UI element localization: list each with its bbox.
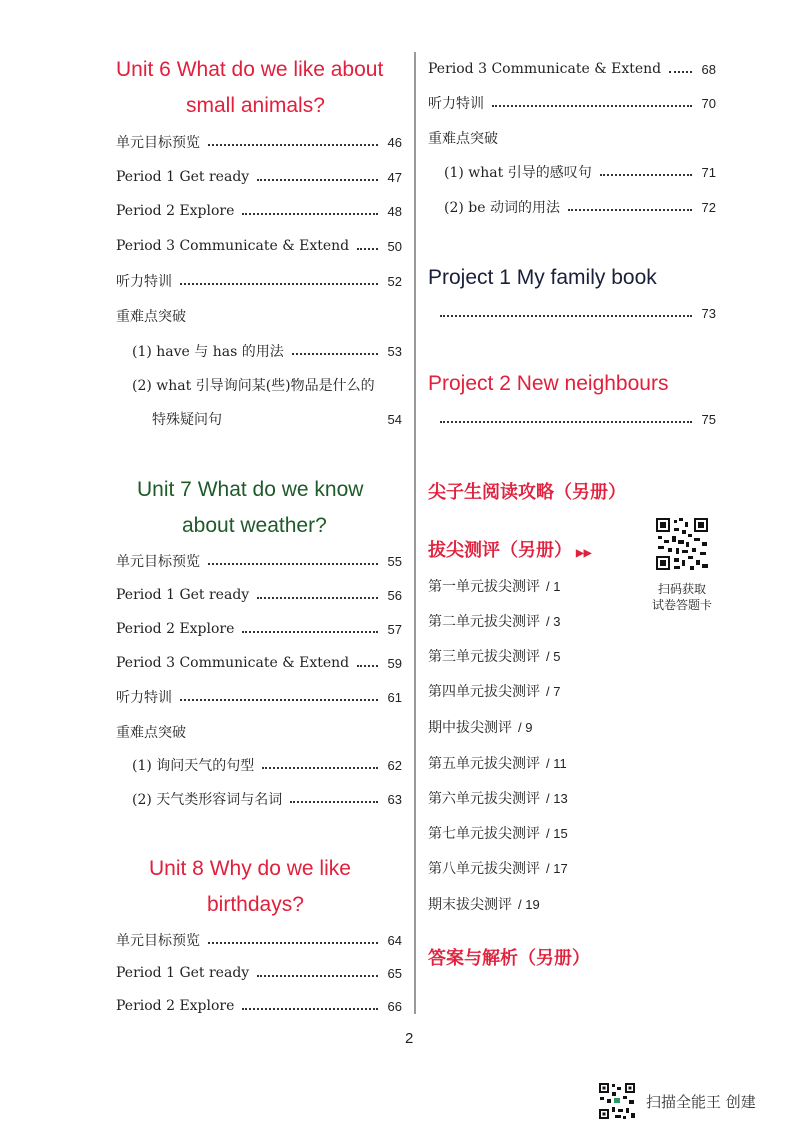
toc-row[interactable] [116, 200, 402, 222]
toc-row-label: Period 2 Explore [116, 998, 235, 1014]
toc-row-page: 50 [387, 238, 402, 254]
qr-code-icon [654, 516, 710, 572]
toc-row[interactable] [116, 550, 402, 572]
toc-row[interactable] [116, 652, 402, 674]
toc-row-label: Period 1 Get ready [116, 587, 250, 603]
toc-row[interactable] [428, 58, 716, 80]
toc-row[interactable] [428, 92, 716, 114]
test-item-label: 第二单元拔尖测评 [428, 614, 540, 630]
toc-row[interactable] [132, 340, 402, 362]
toc-row[interactable] [440, 302, 716, 324]
toc-row[interactable] [116, 235, 402, 257]
toc-row[interactable] [116, 686, 402, 708]
test-item[interactable] [428, 576, 560, 596]
test-item-label: 期末拔尖测评 [428, 897, 512, 913]
toc-row-label: 听力特训 [116, 690, 172, 706]
test-item-label: 第五单元拔尖测评 [428, 756, 540, 772]
test-item[interactable] [428, 611, 560, 631]
toc-row-label: (1) have 与 has 的用法 [132, 344, 284, 360]
toc-row-label[interactable]: (2) what 引导询问某(些)物品是什么的 [132, 378, 375, 394]
toc-row[interactable] [116, 995, 402, 1017]
unit8-title-line1: Unit 8 Why do we like [149, 857, 351, 880]
toc-row-page: 52 [387, 273, 402, 289]
test-item[interactable] [428, 823, 568, 843]
column-divider [414, 52, 416, 1014]
test-item-label: 第八单元拔尖测评 [428, 861, 540, 877]
toc-row-page: 46 [387, 134, 402, 150]
test-item[interactable] [428, 858, 568, 878]
unit7-title-line2: about weather? [182, 514, 327, 537]
test-item-label: 第一单元拔尖测评 [428, 579, 540, 595]
toc-row-page: 68 [701, 61, 716, 77]
toc-row-page: 62 [387, 757, 402, 773]
toc-row-page: 71 [701, 164, 716, 180]
test-item[interactable] [428, 681, 560, 701]
toc-row[interactable] [116, 929, 402, 951]
toc-row-page: 55 [387, 553, 402, 569]
toc-row-label: 单元目标预览 [116, 554, 200, 570]
toc-row-label: Period 1 Get ready [116, 169, 250, 185]
toc-row[interactable] [116, 584, 402, 606]
toc-row-page: 57 [387, 621, 402, 637]
toc-row-page: 48 [387, 203, 402, 219]
toc-row-page: 63 [387, 791, 402, 807]
test-item-page: / 19 [518, 897, 540, 912]
test-item-page: / 9 [518, 720, 533, 735]
toc-row-page: 73 [701, 305, 716, 321]
toc-row[interactable] [132, 788, 402, 810]
toc-row-page: 64 [387, 932, 402, 948]
test-item[interactable] [428, 753, 567, 773]
test-item[interactable] [428, 788, 568, 808]
toc-row-label: Period 3 Communicate & Extend [116, 238, 350, 254]
toc-row-label: (2) be 动词的用法 [444, 200, 560, 216]
test-item-page: / 11 [546, 756, 567, 771]
qr-caption-2: 试卷答题卡 [651, 598, 712, 612]
toc-row-label: 听力特训 [116, 274, 172, 290]
unit6-title-line1: Unit 6 What do we like about [116, 58, 384, 81]
toc-row-label: Period 1 Get ready [116, 965, 250, 981]
toc-row[interactable] [116, 962, 402, 984]
toc-row-label: (1) what 引导的感叹句 [444, 165, 592, 181]
test-item-label: 第七单元拔尖测评 [428, 826, 540, 842]
toc-row-label: (1) 询问天气的句型 [132, 758, 255, 774]
toc-row-label: Period 2 Explore [116, 203, 235, 219]
test-item-page: / 13 [546, 791, 568, 806]
project1-title[interactable]: Project 1 My family book [428, 266, 657, 289]
toc-row-page: 56 [387, 587, 402, 603]
toc-row-label: 特殊疑问句 [152, 412, 222, 428]
test-item-page: / 15 [546, 826, 568, 841]
toc-row-label: Period 2 Explore [116, 621, 235, 637]
test-item[interactable] [428, 717, 532, 737]
toc-row-page: 54 [387, 411, 402, 427]
toc-row-label: 单元目标预览 [116, 933, 200, 949]
toc-row-page: 59 [387, 655, 402, 671]
toc-row[interactable] [444, 196, 716, 218]
toc-row[interactable] [444, 161, 716, 183]
test-item-page: / 3 [546, 614, 561, 629]
toc-row-label: Period 3 Communicate & Extend [428, 61, 662, 77]
scanner-watermark: 扫描全能王 创建 [646, 1093, 756, 1111]
tests-header[interactable] [428, 536, 591, 562]
toc-row-page: 70 [701, 95, 716, 111]
toc-row-page: 47 [387, 169, 402, 185]
test-item-label: 第六单元拔尖测评 [428, 791, 540, 807]
toc-row[interactable] [152, 408, 402, 430]
toc-row-page: 61 [387, 689, 402, 705]
test-item-label: 期中拔尖测评 [428, 720, 512, 736]
unit6-title-line2: small animals? [186, 94, 325, 117]
test-item[interactable] [428, 646, 560, 666]
qr-caption-1: 扫码获取 [657, 582, 706, 596]
toc-row[interactable] [116, 618, 402, 640]
double-arrow-icon: ▶▶ [576, 548, 592, 559]
test-item-page: / 17 [546, 861, 568, 876]
test-item-page: / 5 [546, 649, 561, 664]
test-item-label: 第四单元拔尖测评 [428, 684, 540, 700]
tests-header-label: 拔尖测评（另册） [428, 540, 572, 560]
toc-row-label: 单元目标预览 [116, 135, 200, 151]
scanner-qr-icon [598, 1082, 636, 1120]
test-item-label: 第三单元拔尖测评 [428, 649, 540, 665]
unit8-title-line2: birthdays? [207, 893, 304, 916]
answers-header[interactable]: 答案与解析（另册） [428, 948, 590, 968]
toc-row-page: 72 [701, 199, 716, 215]
reading-guide-header[interactable]: 尖子生阅读攻略（另册） [428, 482, 626, 502]
test-item-page: / 1 [546, 579, 561, 594]
toc-row-label: (2) 天气类形容词与名词 [132, 792, 283, 808]
toc-row-label: 听力特训 [428, 96, 484, 112]
focus-header: 重难点突破 [116, 309, 186, 325]
toc-row-page: 66 [387, 998, 402, 1014]
toc-row-page: 53 [387, 343, 402, 359]
toc-row[interactable] [440, 408, 716, 430]
toc-row[interactable] [116, 166, 402, 188]
toc-row[interactable] [132, 754, 402, 776]
project2-title[interactable]: Project 2 New neighbours [428, 372, 669, 395]
test-item[interactable] [428, 894, 540, 914]
toc-row-page: 65 [387, 965, 402, 981]
toc-row-page: 75 [701, 411, 716, 427]
focus-header: 重难点突破 [428, 131, 498, 147]
unit7-title-line1: Unit 7 What do we know [137, 478, 364, 501]
toc-row[interactable] [116, 270, 402, 292]
test-item-page: / 7 [546, 684, 561, 699]
focus-header: 重难点突破 [116, 725, 186, 741]
page-number: 2 [405, 1030, 414, 1047]
toc-row[interactable] [116, 131, 402, 153]
toc-row-label: Period 3 Communicate & Extend [116, 655, 350, 671]
